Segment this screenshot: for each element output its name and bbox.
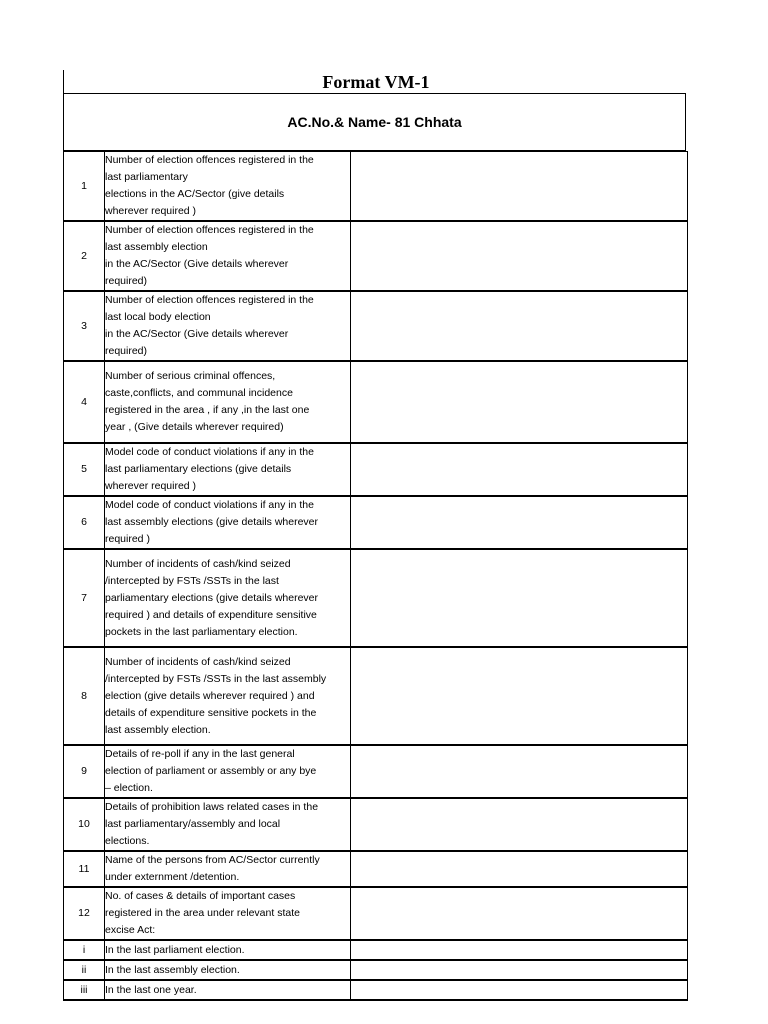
- row-description: Number of election offences registered in the last parliamentary elections in the AC/Sector (give details wherever required ): [105, 152, 351, 222]
- row-number: i: [64, 940, 105, 960]
- row-value-cell[interactable]: [351, 851, 688, 887]
- row-number: 8: [64, 647, 105, 745]
- row-number: 9: [64, 745, 105, 798]
- row-number: 4: [64, 361, 105, 443]
- form-row: [64, 980, 688, 1000]
- form-row: [64, 851, 688, 887]
- form-row: [64, 221, 688, 291]
- vm1-form-table: [63, 151, 688, 1001]
- form-row: [64, 887, 688, 940]
- row-number: 10: [64, 798, 105, 851]
- row-value-cell[interactable]: [351, 647, 688, 745]
- row-value-cell[interactable]: [351, 291, 688, 361]
- form-row: [64, 443, 688, 496]
- row-value-cell[interactable]: [351, 887, 688, 940]
- row-number: 11: [64, 851, 105, 887]
- row-description: Number of election offences registered in the last assembly election in the AC/Sector (Give details wherever required): [105, 221, 351, 291]
- row-number: 1: [64, 152, 105, 222]
- form-row: [64, 960, 688, 980]
- row-description: Details of re-poll if any in the last general election of parliament or assembly or any bye – election.: [105, 745, 351, 798]
- row-number: iii: [64, 980, 105, 1000]
- row-number: 12: [64, 887, 105, 940]
- row-value-cell[interactable]: [351, 496, 688, 549]
- row-description: Name of the persons from AC/Sector currently under externment /detention.: [105, 851, 351, 887]
- ac-name-heading: AC.No.& Name- 81 Chhata: [287, 114, 462, 130]
- row-number: 5: [64, 443, 105, 496]
- row-description: In the last one year.: [105, 980, 351, 1000]
- row-description: In the last assembly election.: [105, 960, 351, 980]
- row-description: No. of cases & details of important cases registered in the area under relevant state excise Act:: [105, 887, 351, 940]
- row-value-cell[interactable]: [351, 361, 688, 443]
- form-row: [64, 745, 688, 798]
- row-value-cell[interactable]: [351, 745, 688, 798]
- row-value-cell[interactable]: [351, 798, 688, 851]
- row-number: ii: [64, 960, 105, 980]
- row-description: Details of prohibition laws related cases in the last parliamentary/assembly and local elections.: [105, 798, 351, 851]
- form-row: [64, 940, 688, 960]
- form-header-box: [63, 93, 686, 151]
- form-row: [64, 798, 688, 851]
- row-value-cell[interactable]: [351, 980, 688, 1000]
- row-value-cell[interactable]: [351, 960, 688, 980]
- row-value-cell[interactable]: [351, 221, 688, 291]
- row-value-cell[interactable]: [351, 549, 688, 647]
- row-value-cell[interactable]: [351, 152, 688, 222]
- row-description: Number of serious criminal offences, caste,conflicts, and communal incidence registered in the area , if any ,in the last one year , (Give details wherever required): [105, 361, 351, 443]
- row-description: Number of incidents of cash/kind seized /intercepted by FSTs /SSTs in the last assembly election (give details wherever required ) and details of expenditure sensitive pockets in the last assembly election.: [105, 647, 351, 745]
- form-row: [64, 496, 688, 549]
- row-value-cell[interactable]: [351, 443, 688, 496]
- row-description: Model code of conduct violations if any in the last parliamentary elections (give details wherever required ): [105, 443, 351, 496]
- row-description: Number of election offences registered in the last local body election in the AC/Sector (Give details wherever required): [105, 291, 351, 361]
- row-number: 6: [64, 496, 105, 549]
- row-number: 7: [64, 549, 105, 647]
- row-number: 3: [64, 291, 105, 361]
- row-description: Number of incidents of cash/kind seized /intercepted by FSTs /SSTs in the last parliamentary elections (give details wherever required ) and details of expenditure sensitive pockets in the last parliamentary election.: [105, 549, 351, 647]
- row-value-cell[interactable]: [351, 940, 688, 960]
- form-row: [64, 647, 688, 745]
- form-row: [64, 152, 688, 222]
- page-title: Format VM-1: [322, 72, 430, 92]
- row-description: Model code of conduct violations if any in the last assembly elections (give details wherever required ): [105, 496, 351, 549]
- form-row: [64, 549, 688, 647]
- row-description: In the last parliament election.: [105, 940, 351, 960]
- form-row: [64, 361, 688, 443]
- row-number: 2: [64, 221, 105, 291]
- form-row: [64, 291, 688, 361]
